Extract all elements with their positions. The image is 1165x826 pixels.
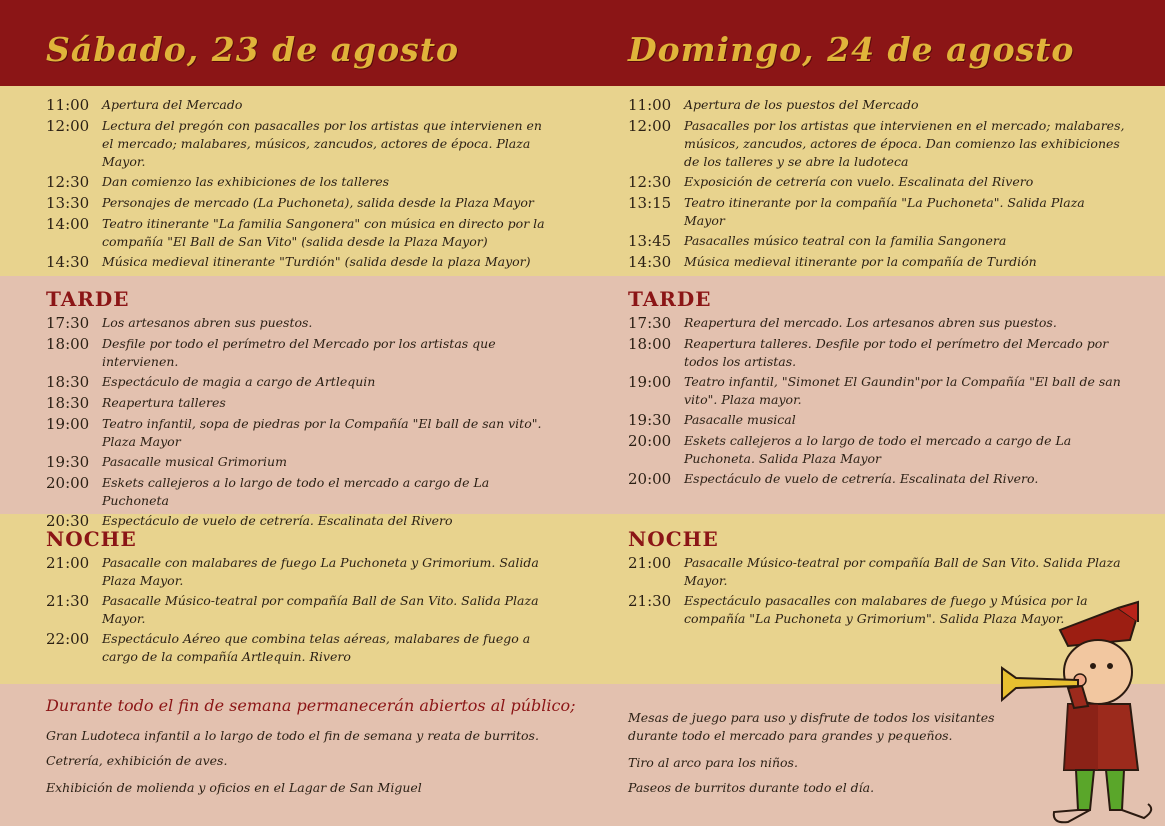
schedule-description: Espectáculo de magia a cargo de Artlequin <box>102 374 376 389</box>
schedule-description: Eskets callejeros a lo largo de todo el mercado a cargo de La Puchoneta <box>102 475 490 508</box>
schedule-time: 18:30 <box>46 394 90 412</box>
schedule-time: 21:30 <box>46 592 90 610</box>
schedule-time: 17:30 <box>46 314 90 332</box>
schedule-row <box>46 630 546 666</box>
schedule-time: 13:45 <box>628 232 672 250</box>
schedule-description: Reapertura talleres <box>102 395 226 410</box>
schedule-description: Eskets callejeros a lo largo de todo el mercado a cargo de La Puchoneta. Salida Plaza Mayor <box>684 433 1072 466</box>
schedule-row <box>628 411 1126 430</box>
schedule-time: 20:00 <box>628 432 672 450</box>
schedule-row <box>46 335 546 371</box>
schedule-time: 19:00 <box>628 373 672 391</box>
footer-right-item-0: Mesas de juego para uso y disfrute de todos los visitantes durante todo el mercado para grandes y pequeños. <box>628 710 995 743</box>
footer-right-item-2: Paseos de burritos durante todo el día. <box>628 780 875 795</box>
schedule-time: 12:30 <box>46 173 90 191</box>
schedule-description: Teatro infantil, sopa de piedras por la Compañía "El ball de san vito". Plaza Mayor <box>102 416 542 449</box>
sunday-tarde-title: TARDE <box>628 287 712 311</box>
schedule-description: Teatro itinerante por la compañía "La Puchoneta". Salida Plaza Mayor <box>684 195 1085 228</box>
schedule-time: 13:30 <box>46 194 90 212</box>
schedule-row <box>628 432 1126 468</box>
schedule-description: Pasacalles músico teatral con la familia Sangonera <box>684 233 1007 248</box>
schedule-time: 21:00 <box>46 554 90 572</box>
sunday-title: Domingo, 24 de agosto <box>628 30 1075 69</box>
schedule-row <box>628 253 1126 272</box>
saturday-tarde-schedule <box>46 314 546 533</box>
jester-trumpeter-icon <box>998 600 1165 826</box>
footer-left-item-2: Exhibición de molienda y oficios en el Lagar de San Miguel <box>46 780 422 795</box>
saturday-noche-title: NOCHE <box>46 527 137 551</box>
schedule-time: 14:30 <box>46 253 90 271</box>
schedule-time: 19:00 <box>46 415 90 433</box>
saturday-noche-schedule <box>46 554 546 668</box>
schedule-time: 14:00 <box>46 215 90 233</box>
schedule-row <box>628 554 1126 590</box>
saturday-morning-schedule <box>46 96 546 274</box>
schedule-time: 18:00 <box>628 335 672 353</box>
schedule-time: 11:00 <box>46 96 90 114</box>
schedule-description: Pasacalle musical Grimorium <box>102 454 287 469</box>
sunday-noche-title: NOCHE <box>628 527 719 551</box>
schedule-time: 20:30 <box>46 512 90 530</box>
schedule-description: Apertura de los puestos del Mercado <box>684 97 919 112</box>
schedule-description: Dan comienzo las exhibiciones de los talleres <box>102 174 390 189</box>
schedule-description: Personajes de mercado (La Puchoneta), salida desde la Plaza Mayor <box>102 195 534 210</box>
schedule-description: Desfile por todo el perímetro del Mercado por los artistas que intervienen. <box>102 336 496 369</box>
schedule-row <box>628 373 1126 409</box>
schedule-row <box>628 117 1126 171</box>
schedule-row <box>46 453 546 472</box>
schedule-row <box>46 314 546 333</box>
schedule-row <box>628 470 1126 489</box>
schedule-row <box>46 215 546 251</box>
schedule-row <box>628 173 1126 192</box>
schedule-time: 20:00 <box>46 474 90 492</box>
schedule-time: 11:00 <box>628 96 672 114</box>
schedule-time: 20:00 <box>628 470 672 488</box>
schedule-description: Espectáculo Aéreo que combina telas aéreas, malabares de fuego a cargo de la compañía Artlequin. Rivero <box>102 631 531 664</box>
schedule-time: 22:00 <box>46 630 90 648</box>
schedule-time: 19:30 <box>46 453 90 471</box>
schedule-row <box>628 194 1126 230</box>
schedule-row <box>46 194 546 213</box>
schedule-time: 13:15 <box>628 194 672 212</box>
schedule-description: Teatro infantil, "Simonet El Gaundin"por la Compañía "El ball de san vito". Plaza mayor. <box>684 374 1121 407</box>
schedule-row <box>46 554 546 590</box>
footer-left-item-1: Cetrería, exhibición de aves. <box>46 753 228 768</box>
schedule-time: 14:30 <box>628 253 672 271</box>
schedule-row <box>628 335 1126 371</box>
sunday-morning-schedule <box>628 96 1126 274</box>
schedule-time: 21:00 <box>628 554 672 572</box>
schedule-description: Pasacalle musical <box>684 412 796 427</box>
schedule-row <box>46 253 546 272</box>
schedule-description: Espectáculo pasacalles con malabares de fuego y Música por la compañía "La Puchoneta y Grimorium". Salida Plaza Mayor. <box>684 593 1088 626</box>
schedule-time: 19:30 <box>628 411 672 429</box>
footer-left-item-0: Gran Ludoteca infantil a lo largo de todo el fin de semana y reata de burritos. <box>46 728 539 743</box>
schedule-row <box>46 173 546 192</box>
schedule-description: Pasacalle con malabares de fuego La Puchoneta y Grimorium. Salida Plaza Mayor. <box>102 555 539 588</box>
schedule-time: 18:00 <box>46 335 90 353</box>
schedule-row <box>46 394 546 413</box>
sunday-tarde-schedule <box>628 314 1126 491</box>
schedule-description: Música medieval itinerante "Turdión" (salida desde la plaza Mayor) <box>102 254 531 269</box>
schedule-time: 17:30 <box>628 314 672 332</box>
schedule-description: Los artesanos abren sus puestos. <box>102 315 313 330</box>
schedule-row <box>46 373 546 392</box>
saturday-title: Sábado, 23 de agosto <box>46 30 460 69</box>
schedule-description: Música medieval itinerante por la compañía de Turdión <box>684 254 1037 269</box>
schedule-description: Apertura del Mercado <box>102 97 243 112</box>
schedule-row <box>628 232 1126 251</box>
footer-right-item-1: Tiro al arco para los niños. <box>628 755 798 770</box>
schedule-row <box>46 415 546 451</box>
schedule-description: Reapertura del mercado. Los artesanos abren sus puestos. <box>684 315 1057 330</box>
schedule-description: Pasacalles por los artistas que intervienen en el mercado; malabares, músicos, zancudos, actores de época. Dan comienzo las exhibiciones de los talleres y se abre la ludoteca <box>684 118 1125 169</box>
schedule-row <box>46 117 546 171</box>
schedule-description: Lectura del pregón con pasacalles por los artistas que intervienen en el mercado; malabares, músicos, zancudos, actores de época. Plaza Mayor. <box>102 118 542 169</box>
schedule-row <box>628 96 1126 115</box>
schedule-description: Pasacalle Músico-teatral por compañía Ball de San Vito. Salida Plaza Mayor. <box>102 593 539 626</box>
schedule-row <box>46 592 546 628</box>
schedule-description: Reapertura talleres. Desfile por todo el perímetro del Mercado por todos los artistas. <box>684 336 1109 369</box>
schedule-description: Espectáculo de vuelo de cetrería. Escalinata del Rivero <box>102 513 453 528</box>
schedule-time: 18:30 <box>46 373 90 391</box>
schedule-row <box>628 314 1126 333</box>
schedule-time: 21:30 <box>628 592 672 610</box>
schedule-time: 12:00 <box>628 117 672 135</box>
footer-heading: Durante todo el fin de semana permanecerán abiertos al público; <box>46 696 576 715</box>
saturday-tarde-title: TARDE <box>46 287 130 311</box>
schedule-description: Pasacalle Músico-teatral por compañía Ball de San Vito. Salida Plaza Mayor. <box>684 555 1121 588</box>
schedule-row <box>46 96 546 115</box>
schedule-description: Exposición de cetrería con vuelo. Escalinata del Rivero <box>684 174 1034 189</box>
schedule-description: Espectáculo de vuelo de cetrería. Escalinata del Rivero. <box>684 471 1039 486</box>
schedule-time: 12:00 <box>46 117 90 135</box>
schedule-row <box>46 474 546 510</box>
schedule-description: Teatro itinerante "La familia Sangonera" con música en directo por la compañía "El Ball de San Vito" (salida desde la Plaza Mayor) <box>102 216 545 249</box>
schedule-time: 12:30 <box>628 173 672 191</box>
